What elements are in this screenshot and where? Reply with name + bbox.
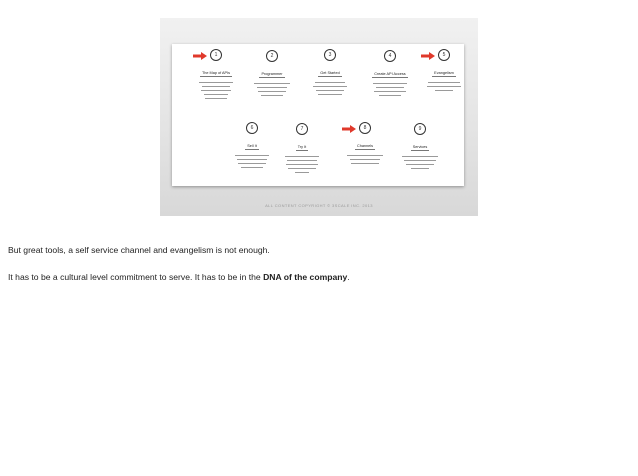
step-number-badge: 6 [246,122,258,134]
step-description-line [204,94,228,96]
step-description-line [295,172,309,174]
step-description-line [428,82,460,84]
step-description-line [238,163,266,165]
step-title: Try It [297,145,307,149]
notes-line-1: But great tools, a self service channel and evangelism is not enough. [8,245,270,255]
step-6 [226,122,278,168]
step-description-line [402,156,438,158]
step-description-line [347,155,383,157]
step-number-badge: 3 [324,49,336,61]
step-number-badge: 9 [414,123,426,135]
step-description-line [287,160,317,162]
step-number-badge: 5 [438,49,450,61]
step-3 [304,49,356,95]
step-description-line [376,87,404,89]
step-description-line [258,91,286,93]
step-number-badge: 4 [384,50,396,62]
step-title: Programmer [261,72,283,76]
step-description-line [257,87,287,89]
step-description-line [374,91,406,93]
notes-line-2-bold: DNA of the company [263,272,348,282]
step-2 [246,50,298,96]
step-description-line [241,167,263,169]
step-number-badge: 2 [266,50,278,62]
step-description-line [351,163,379,165]
step-number-badge: 8 [359,122,371,134]
step-description-line [316,90,344,92]
step-description-line [254,83,290,85]
step-description-line [202,86,230,88]
step-title: Create API Access [374,72,406,76]
red-arrow-icon [193,52,207,60]
step-description-line [199,82,233,84]
step-description-line [285,156,319,158]
slide-image [160,18,478,216]
step-number-badge: 7 [296,123,308,135]
step-description-line [404,160,436,162]
notes-line-2-suffix: . [347,272,350,282]
step-description-line [313,86,347,88]
slide-footer: ALL CONTENT COPYRIGHT © 3SCALE INC. 2013 [265,203,373,208]
step-description-line [411,168,429,170]
notes-line-2-prefix: It has to be a cultural level commitment to serve. It has to be in the [8,272,264,282]
step-9 [394,123,446,169]
step-description-line [435,90,453,92]
step-title: Services [412,145,428,149]
step-title: Get Started [320,71,340,75]
step-description-line [201,90,231,92]
step-description-line [406,164,434,166]
step-description-line [261,95,283,97]
notes-line-2 [8,272,350,282]
step-description-line [350,159,380,161]
step-title: Evangelism [434,71,454,75]
step-title: Sell It [247,144,257,148]
step-description-line [205,98,227,100]
step-description-line [288,168,316,170]
step-description-line [315,82,345,84]
diagram-panel [172,44,464,186]
step-description-line [427,86,461,88]
step-description-line [235,155,269,157]
step-title: The Map of APIs [201,71,231,75]
step-description-line [379,95,401,97]
step-description-line [286,164,318,166]
step-title: Channels [356,144,374,148]
step-number-badge: 1 [210,49,222,61]
step-description-line [373,83,407,85]
step-description-line [318,94,342,96]
step-description-line [237,159,267,161]
step-4 [364,50,416,96]
red-arrow-icon [342,125,356,133]
red-arrow-icon [421,52,435,60]
step-7 [276,123,328,173]
